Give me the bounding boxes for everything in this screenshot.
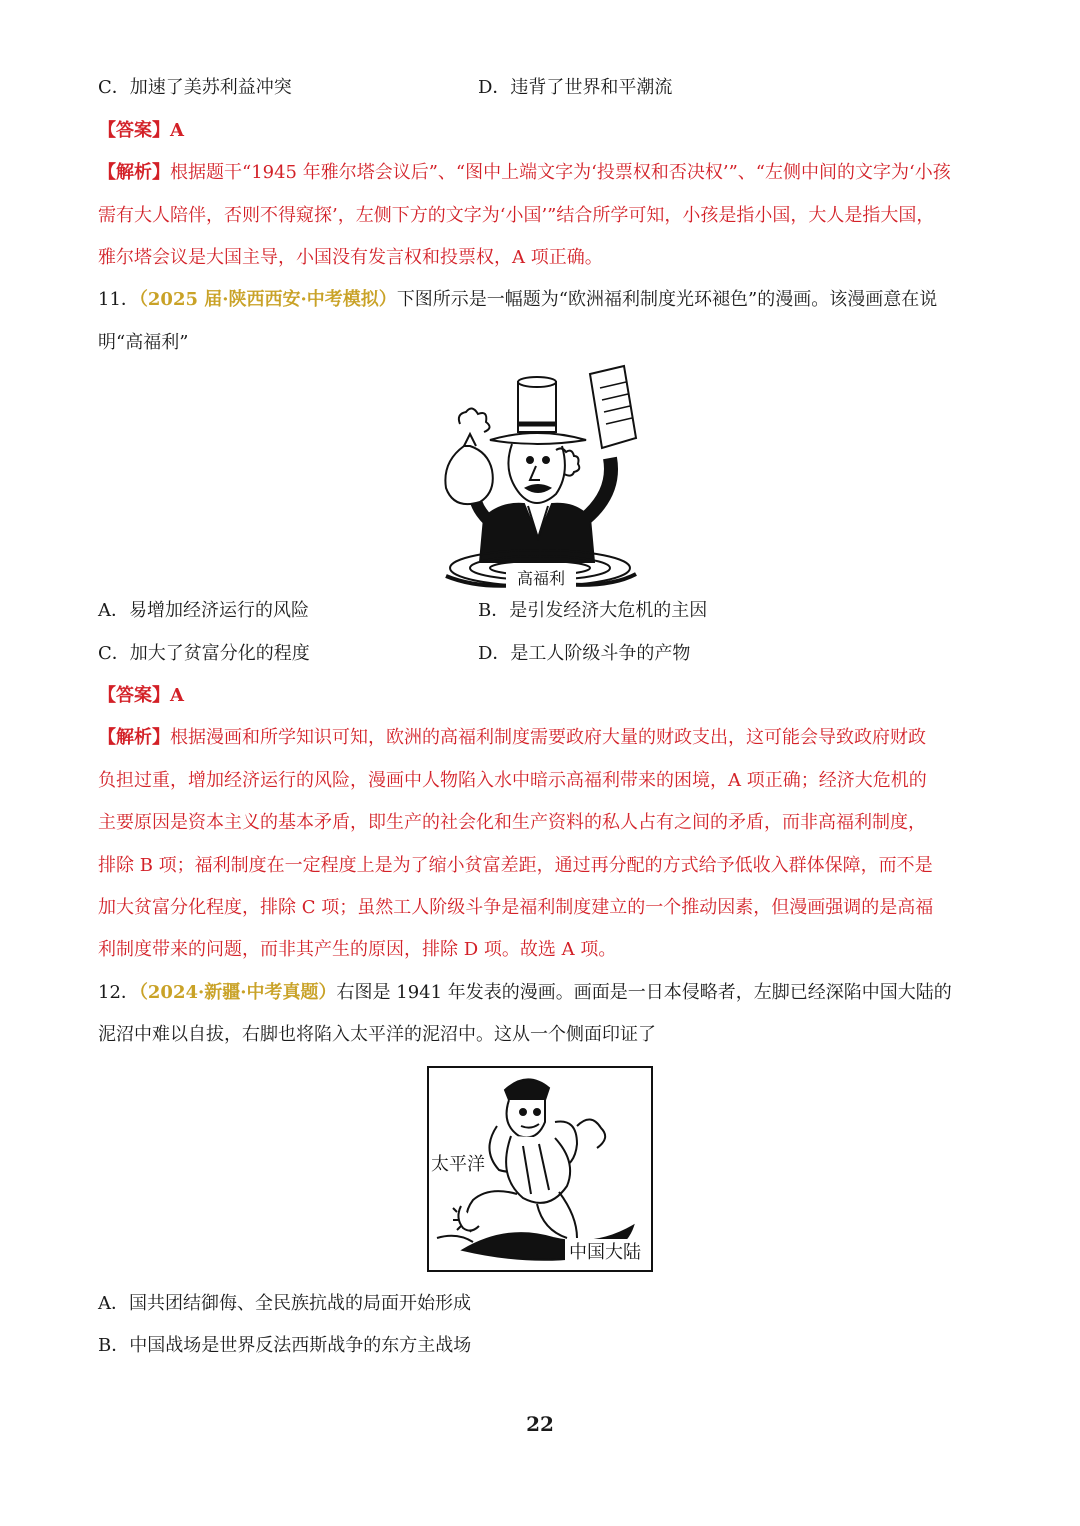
welfare-cartoon xyxy=(440,362,640,590)
q10-option-c: C．加速了美苏利益冲突 xyxy=(98,77,292,98)
question-number: 12． xyxy=(98,982,139,1003)
q11-analysis-line: 【解析】根据漫画和所学知识可知，欧洲的高福利制度需要政府大量的财政支出，这可能会导致政府财政 xyxy=(98,727,926,748)
q11-analysis-line: 利制度带来的问题，而非其产生的原因，排除 D 项。故选 A 项。 xyxy=(98,939,617,960)
q10-analysis-line: 雅尔塔会议是大国主导，小国没有发言权和投票权，A 项正确。 xyxy=(98,247,603,268)
q11-option-a: A．易增加经济运行的风险 xyxy=(98,600,309,621)
q10-analysis-line: 【解析】根据题干“1945 年雅尔塔会议后”、“图中上端文字为‘投票权和否决权’”、“左侧中间的文字为‘小孩 xyxy=(98,162,951,183)
page-number: 22 xyxy=(526,1412,554,1436)
q10-answer xyxy=(98,119,184,143)
q11-analysis-line: 加大贫富分化程度，排除 C 项；虽然工人阶级斗争是福利制度建立的一个推动因素，但漫画强调的是高福 xyxy=(98,897,934,918)
answer-value: A xyxy=(170,120,184,141)
q11-analysis-line: 主要原因是资本主义的基本矛盾，即生产的社会化和生产资料的私人占有之间的矛盾，而非高福利制度， xyxy=(98,812,926,833)
q12-stem-line2: 泥沼中难以自拔，右脚也将陷入太平洋的泥沼中。这从一个侧面印证了 xyxy=(98,1024,656,1045)
q11-stem: 11．（2025 届·陕西西安·中考模拟）下图所示是一幅题为“欧洲福利制度光环褪色”的漫画。该漫画意在说 xyxy=(98,289,938,310)
question-source: （2025 届·陕西西安·中考模拟） xyxy=(138,289,397,310)
cartoon-label-china-mainland: 中国大陆 xyxy=(569,1242,641,1263)
q10-option-d: D．违背了世界和平潮流 xyxy=(478,77,673,98)
q11-option-d: D．是工人阶级斗争的产物 xyxy=(478,643,691,664)
raised-document xyxy=(590,366,636,448)
man-face xyxy=(508,444,564,503)
cartoon-label-pacific: 太平洋 xyxy=(431,1154,485,1175)
q12-stem: 12．（2024·新疆·中考真题）右图是 1941 年发表的漫画。画面是一日本侵略者，左脚已经深陷中国大陆的 xyxy=(98,982,952,1003)
q11-answer xyxy=(98,684,184,708)
analysis-label: 【解析】 xyxy=(98,162,170,183)
analysis-label: 【解析】 xyxy=(98,727,170,748)
q11-analysis-line: 负担过重，增加经济运行的风险，漫画中人物陷入水中暗示高福利带来的困境，A 项正确；经济大危机的 xyxy=(98,770,927,791)
q11-option-b: B．是引发经济大危机的主因 xyxy=(478,600,708,621)
answer-label: 【答案】 xyxy=(98,120,170,141)
question-source: （2024·新疆·中考真题） xyxy=(138,982,337,1003)
q11-stem-line2: 明“高福利” xyxy=(98,332,189,353)
q11-option-c: C．加大了贫富分化的程度 xyxy=(98,643,310,664)
money-bag xyxy=(445,446,492,504)
question-number: 11． xyxy=(98,289,139,310)
cartoon-label-high-welfare: 高福利 xyxy=(516,569,566,588)
q11-analysis-line: 排除 B 项；福利制度在一定程度上是为了缩小贫富差距，通过再分配的方式给予低收入群体保障，而不是 xyxy=(98,855,933,876)
invader-cartoon xyxy=(427,1066,653,1272)
q10-analysis-line: 需有大人陪伴，否则不得窥探’，左侧下方的文字为‘小国’”结合所学可知，小孩是指小国，大人是指大国， xyxy=(98,205,935,226)
answer-label: 【答案】 xyxy=(98,685,170,706)
q12-option-b: B．中国战场是世界反法西斯战争的东方主战场 xyxy=(98,1335,472,1356)
answer-value: A xyxy=(170,685,184,706)
q12-option-a: A．国共团结御侮、全民族抗战的局面开始形成 xyxy=(98,1293,471,1314)
